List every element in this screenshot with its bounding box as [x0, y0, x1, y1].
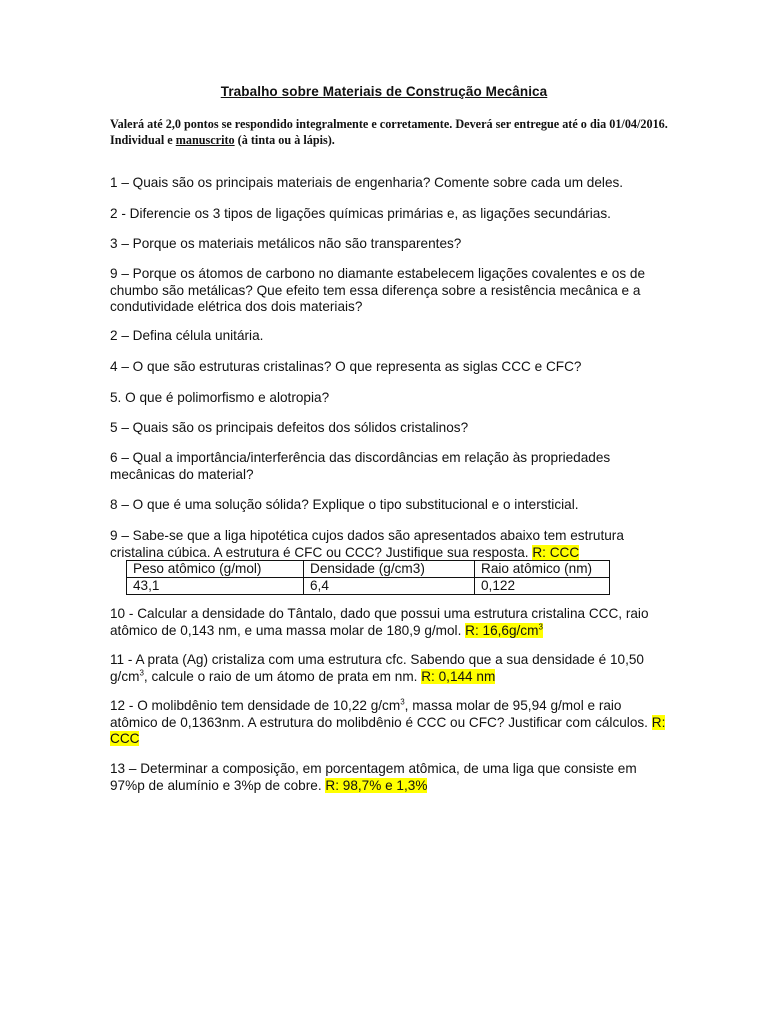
- document-title: Trabalho sobre Materiais de Construção Mecânica: [220, 84, 548, 99]
- superscript: 3: [538, 621, 543, 631]
- table-cell: 43,1: [127, 578, 304, 595]
- question-4: 9 – Porque os átomos de carbono no diamante estabelecem ligações covalentes e os de chumbo são metálicas? Que efeito tem essa diferença sobre a resistência mecânica e a condutividade elétrica dos dois materiais?: [110, 266, 646, 314]
- answer-text: R: 16,6g/cm: [465, 622, 539, 638]
- intro-text-end: (à tinta ou à lápis).: [234, 133, 335, 147]
- question-11: [110, 528, 670, 561]
- question-7: 5. O que é polimorfismo e alotropia?: [110, 390, 330, 405]
- question-14: [110, 698, 670, 748]
- answer-highlight: R: 0,144 nm: [421, 668, 496, 684]
- question-15-text: 13 – Determinar a composição, em porcentagem atômica, de uma liga que consiste em 97%p de alumínio e 3%p de cobre.: [110, 761, 637, 793]
- question-6: 4 – O que são estruturas cristalinas? O que representa as siglas CCC e CFC?: [110, 359, 582, 374]
- question-2: 2 - Diferencie os 3 tipos de ligações químicas primárias e, as ligações secundárias.: [110, 206, 611, 221]
- question-13: [110, 652, 670, 685]
- question-9: 6 – Qual a importância/interferência das discordâncias em relação às propriedades mecânicas do material?: [110, 450, 611, 482]
- table-header-cell: Peso atômico (g/mol): [127, 561, 304, 578]
- superscript: 3: [139, 667, 144, 677]
- answer-highlight: [465, 623, 543, 638]
- answer-highlight: R: CCC: [110, 714, 666, 746]
- intro-instructions: [110, 116, 670, 148]
- table-header-cell: Densidade (g/cm3): [304, 561, 475, 578]
- table-cell: 6,4: [304, 578, 475, 595]
- answer-highlight: R: 98,7% e 1,3%: [325, 777, 428, 793]
- intro-text: Valerá até 2,0 pontos se respondido integralmente e corretamente. Deverá ser entregue até o dia 01/04/2016. Individual e: [110, 117, 668, 147]
- question-5: 2 – Defina célula unitária.: [110, 328, 264, 343]
- question-13-text: 11 - A prata (Ag) cristaliza com uma estrutura cfc. Sabendo que a sua densidade é 10,50 g/cm: [110, 652, 644, 684]
- table-header-row: [127, 561, 610, 578]
- question-3: 3 – Porque os materiais metálicos não são transparentes?: [110, 236, 462, 251]
- answer-highlight: R: CCC: [532, 544, 580, 560]
- question-14-text-end: , massa molar de 95,94 g/mol e raio atômico de 0,1363nm. A estrutura do molibdênio é CCC ou CFC? Justificar com cálculos.: [110, 698, 652, 730]
- question-1: 1 – Quais são os principais materiais de engenharia? Comente sobre cada um deles.: [110, 175, 624, 190]
- question-15: [110, 761, 670, 794]
- question-13-text-end: , calcule o raio de um átomo de prata em nm.: [143, 668, 422, 684]
- question-12-text: 10 - Calcular a densidade do Tântalo, dado que possui uma estrutura cristalina CCC, raio atômico de 0,143 nm, e uma massa molar de 180,9 g/mol.: [110, 606, 649, 638]
- question-10: 8 – O que é uma solução sólida? Explique o tipo substitucional e o intersticial.: [110, 497, 579, 512]
- question-12: [110, 606, 670, 639]
- table-header-cell: Raio atômico (nm): [475, 561, 610, 578]
- alloy-data-table: [126, 560, 610, 595]
- superscript: 3: [400, 697, 405, 707]
- question-8: 5 – Quais são os principais defeitos dos sólidos cristalinos?: [110, 420, 469, 435]
- intro-underlined: manuscrito: [175, 133, 235, 147]
- table-cell: 0,122: [475, 578, 610, 595]
- table-row: [127, 578, 610, 595]
- question-11-text: 9 – Sabe-se que a liga hipotética cujos dados são apresentados abaixo tem estrutura cristalina cúbica. A estrutura é CFC ou CCC? Justifique sua resposta.: [110, 528, 624, 560]
- question-14-text: 12 - O molibdênio tem densidade de 10,22 g/cm: [110, 698, 401, 713]
